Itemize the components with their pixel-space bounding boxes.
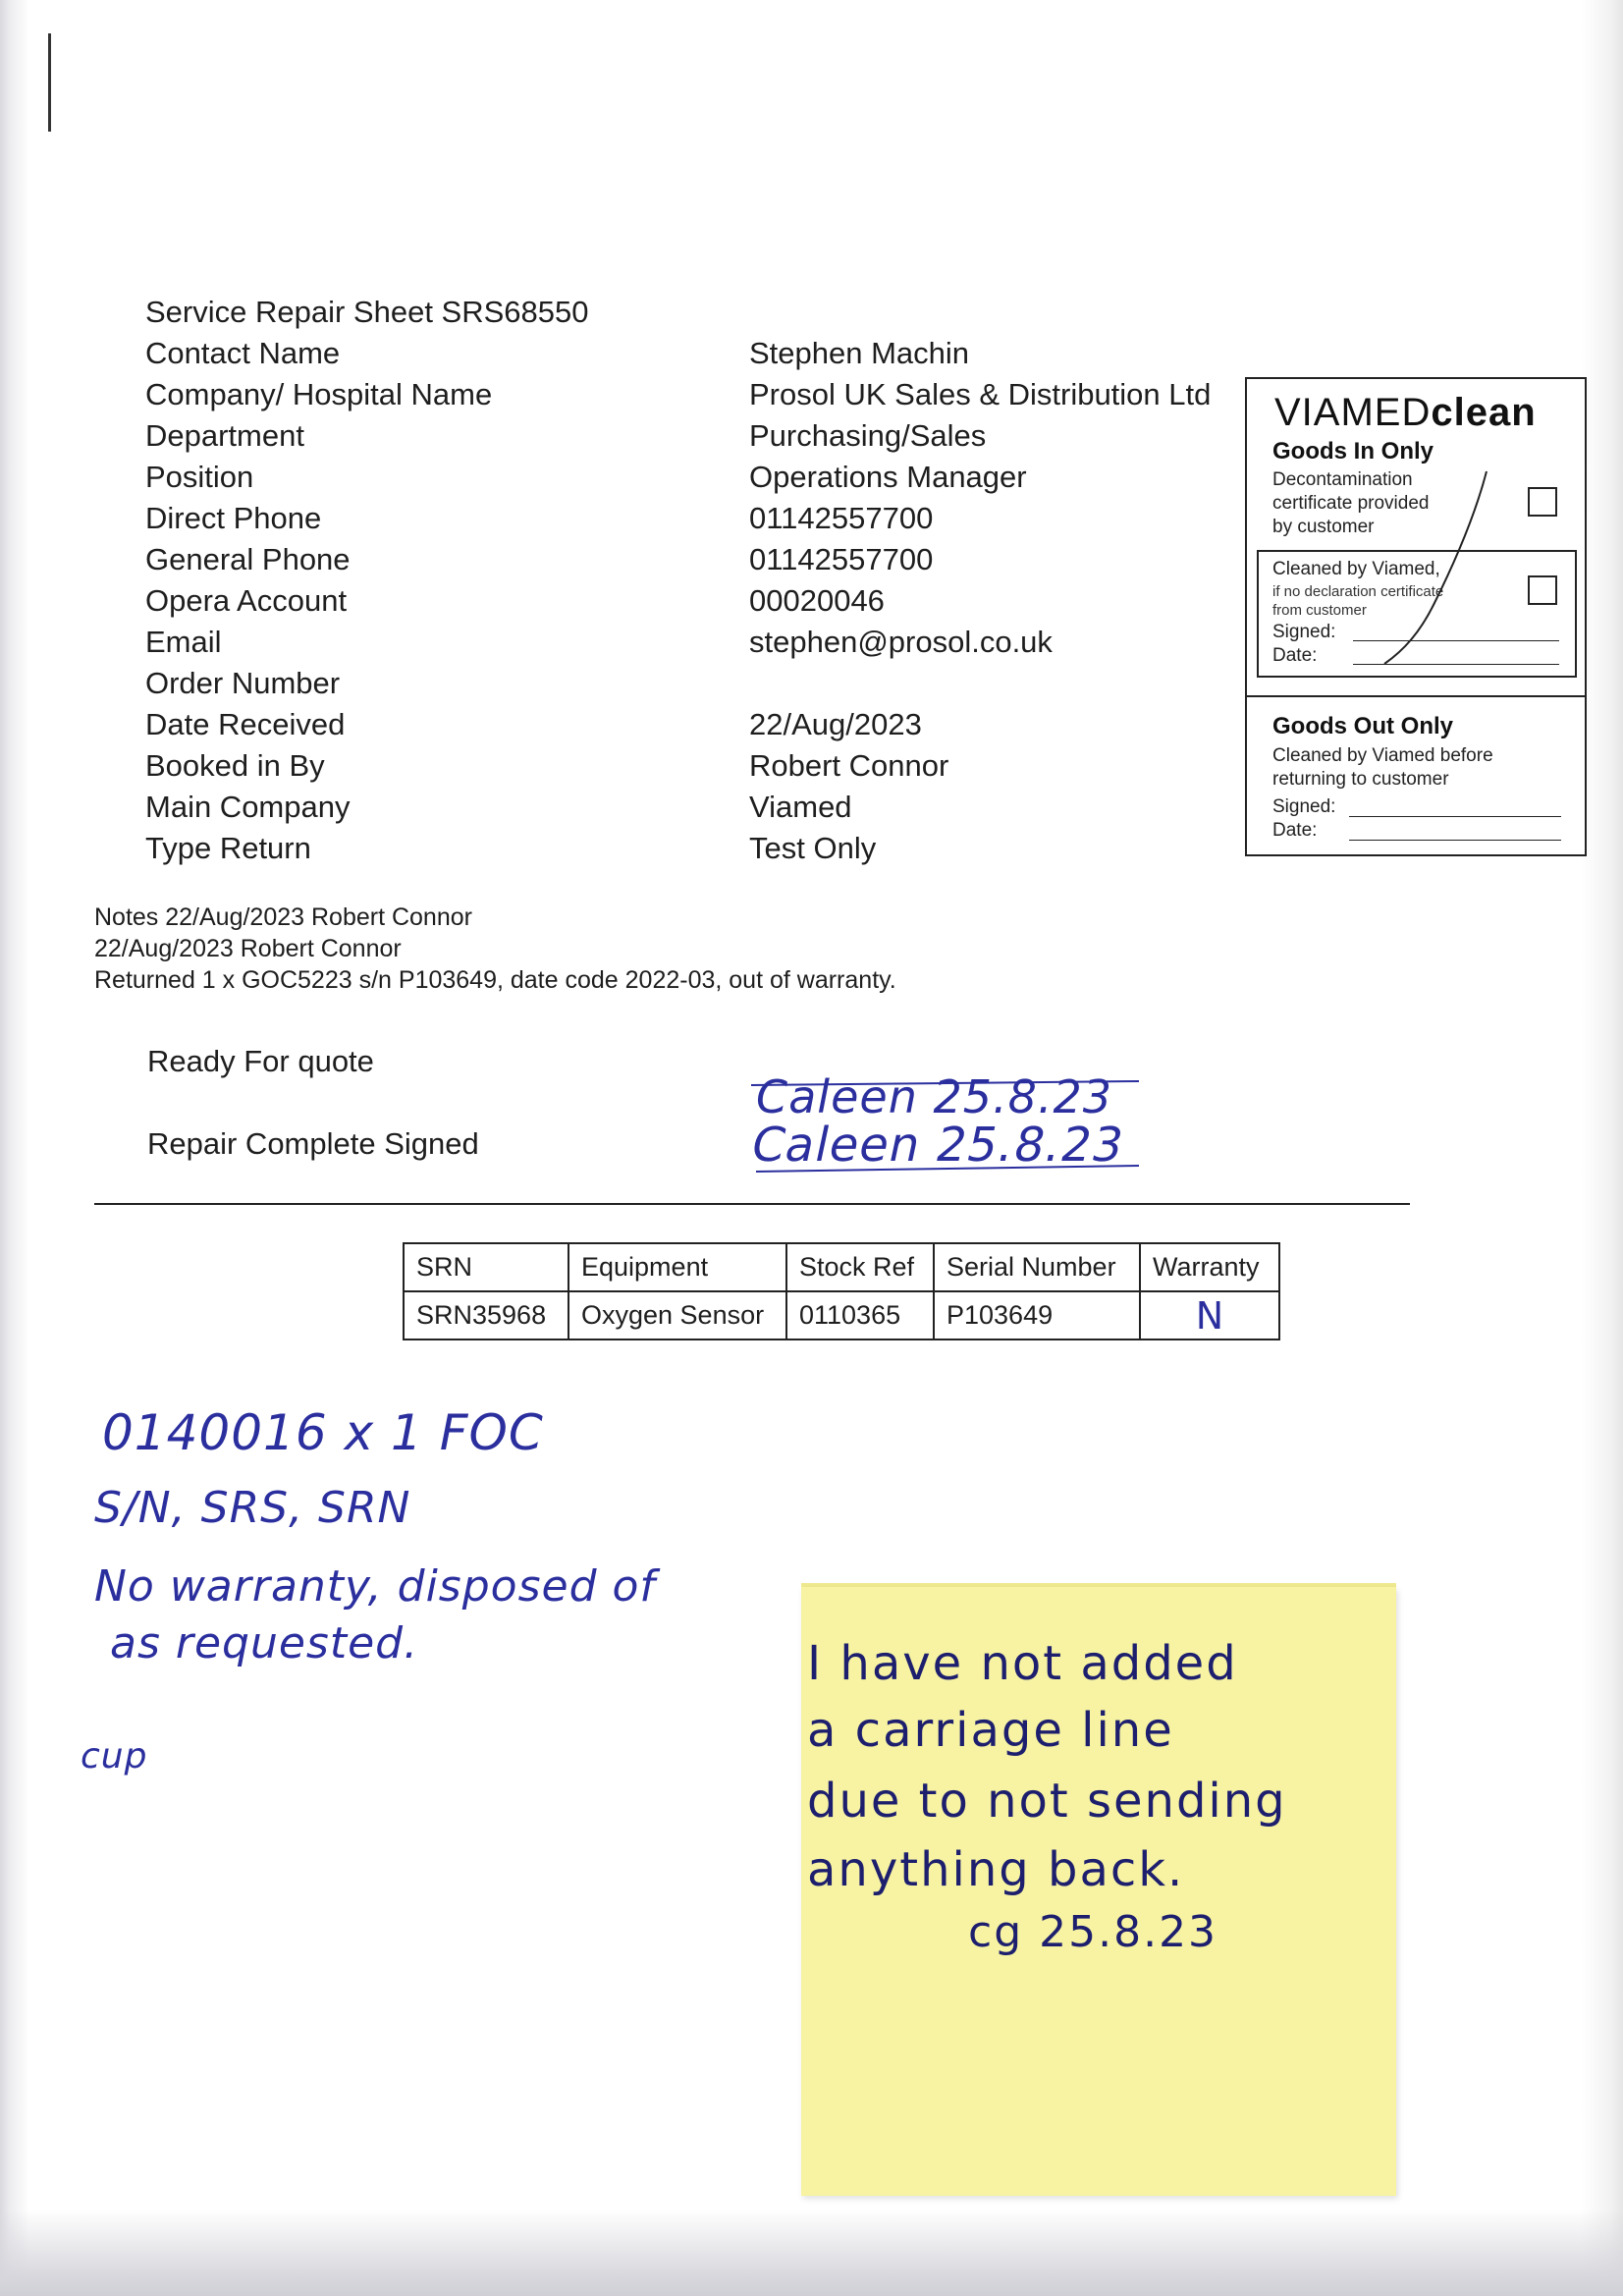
- field-label-contact: Contact Name: [145, 336, 341, 370]
- field-value-contact: Stephen Machin: [749, 336, 970, 370]
- goods-out-heading: Goods Out Only: [1272, 713, 1453, 739]
- cleaned-date-label: Date:: [1272, 645, 1318, 666]
- sticky-note: [801, 1587, 1396, 2196]
- notes-line-2: 22/Aug/2023 Robert Connor: [94, 935, 402, 962]
- field-label-type-return: Type Return: [145, 831, 311, 865]
- field-value-company: Prosol UK Sales & Distribution Ltd: [749, 377, 1212, 411]
- goods-out-signed-line: [1349, 816, 1561, 817]
- scan-shadow: [0, 2210, 1623, 2296]
- decon-line-1: Decontamination: [1272, 469, 1413, 490]
- handwritten-requested-line: as requested.: [110, 1618, 419, 1668]
- goods-out-date-label: Date:: [1272, 820, 1318, 841]
- header-serial-number: Serial Number: [934, 1243, 1140, 1291]
- notes-heading: Notes 22/Aug/2023 Robert Connor: [94, 903, 472, 931]
- ready-for-quote-label: Ready For quote: [147, 1044, 374, 1078]
- field-label-department: Department: [145, 418, 304, 453]
- table-header-row: [404, 1243, 1279, 1291]
- sticky-signature: cg 25.8.23: [968, 1907, 1218, 1957]
- field-value-type-return: Test Only: [749, 831, 877, 865]
- cleaned-line-2: if no declaration certificate: [1272, 583, 1444, 600]
- complete-signature: Caleen 25.8.23: [746, 1118, 1130, 1173]
- goods-out-date-line: [1349, 840, 1561, 841]
- notes-line-3: Returned 1 x GOC5223 s/n P103649, date code 2022-03, out of warranty.: [94, 966, 896, 994]
- field-value-main-company: Viamed: [749, 790, 852, 824]
- handwritten-serial-line: S/N, SRS, SRN: [94, 1483, 411, 1533]
- cleaned-line-1: Cleaned by Viamed,: [1272, 559, 1440, 579]
- field-label-email: Email: [145, 625, 222, 659]
- goods-out-line-2: returning to customer: [1272, 769, 1449, 790]
- decon-line-2: certificate provided: [1272, 493, 1430, 514]
- field-value-position: Operations Manager: [749, 460, 1027, 494]
- ready-signature: Caleen 25.8.23: [756, 1070, 1113, 1123]
- viamed-clean-logo: VIAMEDclean: [1274, 391, 1537, 434]
- field-label-position: Position: [145, 460, 254, 494]
- cleaned-signed-label: Signed:: [1272, 622, 1336, 642]
- handwritten-warranty-line: No warranty, disposed of: [94, 1561, 656, 1612]
- field-label-main-company: Main Company: [145, 790, 351, 824]
- viamed-clean-stamp: [1245, 377, 1587, 856]
- header-srn: SRN: [404, 1243, 568, 1291]
- goods-in-heading: Goods In Only: [1272, 438, 1434, 465]
- decon-line-3: by customer: [1272, 517, 1375, 537]
- pen-tick-stroke: [1247, 379, 1585, 693]
- header-warranty: Warranty: [1140, 1243, 1279, 1291]
- repair-complete-label: Repair Complete Signed: [147, 1126, 479, 1161]
- field-label-general-phone: General Phone: [145, 542, 351, 576]
- scan-mark: [48, 33, 51, 132]
- field-label-date-received: Date Received: [145, 707, 346, 741]
- header-equipment: Equipment: [568, 1243, 786, 1291]
- field-label-opera-account: Opera Account: [145, 583, 348, 618]
- equipment-table: [403, 1242, 1280, 1340]
- stamp-divider: [1247, 695, 1585, 697]
- sticky-line-2: a carriage line: [807, 1703, 1174, 1758]
- field-value-department: Purchasing/Sales: [749, 418, 987, 453]
- field-label-company: Company/ Hospital Name: [145, 377, 493, 411]
- handwritten-part-line: 0140016 x 1 FOC: [102, 1404, 544, 1461]
- field-label-order-number: Order Number: [145, 666, 341, 700]
- signature-underlines: [746, 1075, 1159, 1183]
- field-value-opera-account: 00020046: [749, 583, 885, 618]
- field-value-direct-phone: 01142557700: [749, 501, 934, 535]
- field-value-date-received: 22/Aug/2023: [749, 707, 922, 741]
- field-label-booked-in-by: Booked in By: [145, 748, 325, 783]
- field-value-email: stephen@prosol.co.uk: [749, 625, 1053, 659]
- handwritten-initials: cup: [81, 1736, 148, 1777]
- cleaned-line-3: from customer: [1272, 602, 1367, 619]
- sticky-line-4: anything back.: [807, 1842, 1185, 1897]
- cell-equipment: Oxygen Sensor: [568, 1291, 786, 1339]
- cell-stock-ref: 0110365: [786, 1291, 934, 1339]
- cell-srn: SRN35968: [404, 1291, 568, 1339]
- sticky-line-3: due to not sending: [807, 1774, 1287, 1829]
- table-row: [404, 1291, 1279, 1339]
- section-divider: [94, 1203, 1410, 1205]
- field-value-general-phone: 01142557700: [749, 542, 934, 576]
- field-label-direct-phone: Direct Phone: [145, 501, 322, 535]
- sticky-line-1: I have not added: [807, 1636, 1238, 1691]
- field-value-booked-in-by: Robert Connor: [749, 748, 949, 783]
- goods-out-signed-label: Signed:: [1272, 796, 1336, 817]
- cell-serial-number: P103649: [934, 1291, 1140, 1339]
- goods-out-line-1: Cleaned by Viamed before: [1272, 745, 1493, 766]
- sheet-title: Service Repair Sheet SRS68550: [145, 295, 589, 329]
- header-stock-ref: Stock Ref: [786, 1243, 934, 1291]
- cell-warranty: N: [1140, 1291, 1279, 1339]
